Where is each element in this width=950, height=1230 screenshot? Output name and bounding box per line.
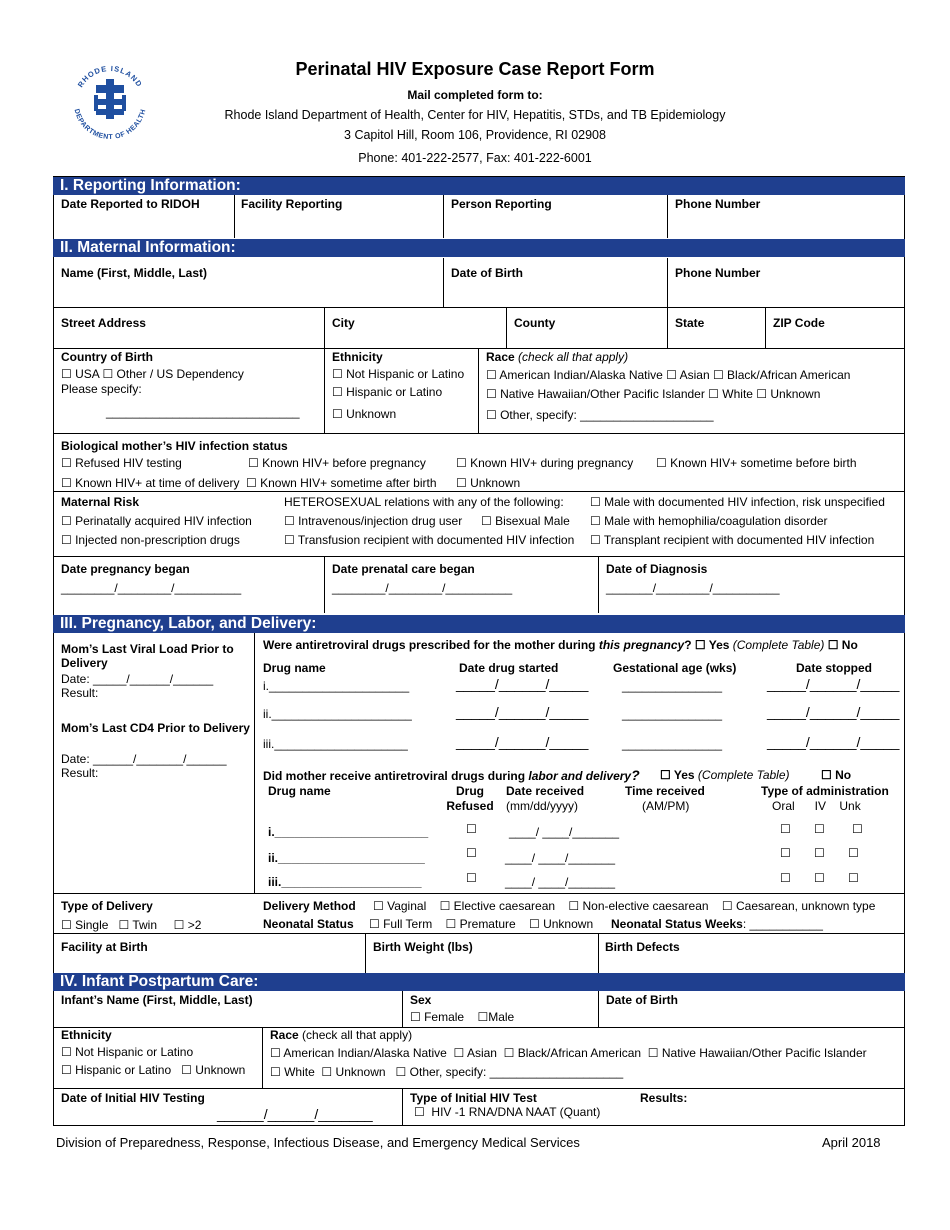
preg-stop-2[interactable]: _____/______/_____ xyxy=(767,704,900,720)
labor-unk-3[interactable]: ☐ xyxy=(848,871,859,885)
label-person-reporting: Person Reporting xyxy=(451,197,552,211)
bio-before-pregnancy[interactable]: ☐ Known HIV+ before pregnancy xyxy=(248,456,426,470)
label-facility-at-birth: Facility at Birth xyxy=(61,940,148,954)
preg-start-2[interactable]: _____/______/_____ xyxy=(456,704,589,720)
label-neonatal-status: Neonatal Status xyxy=(263,917,354,931)
col2-admin-types: Oral IV Unk xyxy=(772,799,861,813)
section-2-header: II. Maternal Information: xyxy=(53,239,905,257)
bio-unknown[interactable]: ☐ Unknown xyxy=(456,476,521,490)
risk-perinatal[interactable]: ☐ Perinatally acquired HIV infection xyxy=(61,514,252,528)
svg-text:RHODE ISLAND: RHODE ISLAND xyxy=(75,63,145,90)
col-date-started: Date drug started xyxy=(459,661,559,675)
eth-not-hispanic[interactable]: ☐ Not Hispanic or Latino xyxy=(332,367,465,381)
label-viral-load: Mom’s Last Viral Load Prior to Delivery xyxy=(61,642,234,670)
labor-iv-2[interactable]: ☐ xyxy=(814,846,825,860)
col-drug-name: Drug name xyxy=(263,661,326,675)
preg-start-1[interactable]: _____/______/_____ xyxy=(456,676,589,692)
labor-drug-row-3[interactable]: iii._____________________ xyxy=(268,875,422,889)
label-street-address: Street Address xyxy=(61,316,146,330)
labor-refused-1[interactable]: ☐ xyxy=(466,822,477,836)
race-line-2[interactable]: ☐ Native Hawaiian/Other Pacific Islander ☐ White ☐ Unknown xyxy=(486,387,821,401)
col2-drug-name: Drug name xyxy=(268,784,331,798)
label-infant-name: Infant’s Name (First, Middle, Last) xyxy=(61,993,253,1007)
labor-yes[interactable]: ☐ Yes (Complete Table) xyxy=(660,768,790,782)
col2-type-admin: Type of administration xyxy=(761,784,889,798)
preg-stop-3[interactable]: _____/______/_____ xyxy=(767,734,900,750)
address-line-1: Rhode Island Department of Health, Center for HIV, Hepatitis, STDs, and TB Epidemiology xyxy=(224,108,726,122)
eth-hispanic[interactable]: ☐ Hispanic or Latino xyxy=(332,385,443,399)
risk-bisexual[interactable]: ☐ Bisexual Male xyxy=(481,514,570,528)
diagnosis-date-field[interactable]: _______/________/__________ xyxy=(606,581,780,595)
infant-race-note: (check all that apply) xyxy=(298,1028,413,1042)
label-prenatal-began: Date prenatal care began xyxy=(332,562,475,576)
risk-heterosexual: HETEROSEXUAL relations with any of the following: xyxy=(284,495,564,509)
race-note: (check all that apply) xyxy=(518,350,629,364)
preg-stop-1[interactable]: _____/______/_____ xyxy=(767,676,900,692)
question-arv-labor: Did mother receive antiretroviral drugs during labor and delivery? xyxy=(263,767,640,783)
labor-recv-1[interactable]: ____/ ____/_______ xyxy=(509,825,620,839)
label-phone-number: Phone Number xyxy=(675,197,761,211)
please-specify: Please specify: xyxy=(61,382,142,396)
footer-division: Division of Preparedness, Response, Infectious Disease, and Emergency Medical Services xyxy=(56,1135,580,1150)
labor-recv-2[interactable]: ____/ ____/_______ xyxy=(505,851,616,865)
label-zip: ZIP Code xyxy=(773,316,825,330)
section-1-header: I. Reporting Information: xyxy=(53,177,905,195)
footer-date: April 2018 xyxy=(822,1135,881,1150)
preg-gest-1[interactable]: _______________ xyxy=(622,679,723,693)
risk-idu[interactable]: ☐ Intravenous/injection drug user xyxy=(284,514,463,528)
labor-drug-row-2[interactable]: ii.______________________ xyxy=(268,851,425,865)
race-line-1[interactable]: ☐ American Indian/Alaska Native ☐ Asian ☐ Black/African American xyxy=(486,368,851,382)
preg-drug-row-1[interactable]: i._____________________ xyxy=(263,679,410,693)
label-facility-reporting: Facility Reporting xyxy=(241,197,343,211)
cd4-result[interactable]: Result: xyxy=(61,766,99,780)
label-race: Race xyxy=(486,350,515,364)
delivery-method-options[interactable]: ☐ Vaginal ☐ Elective caesarean ☐ Non-elective caesarean ☐ Caesarean, unknown type xyxy=(373,899,876,913)
label-delivery-method: Delivery Method xyxy=(263,899,356,913)
labor-oral-3[interactable]: ☐ xyxy=(780,871,791,885)
label-infant-race: Race xyxy=(270,1028,299,1042)
preg-start-3[interactable]: _____/______/_____ xyxy=(456,734,589,750)
labor-no[interactable]: ☐ No xyxy=(821,768,852,782)
label-bio-mother-status: Biological mother’s HIV infection status xyxy=(61,439,288,453)
labor-unk-2[interactable]: ☐ xyxy=(848,846,859,860)
section-3-header: III. Pregnancy, Labor, and Delivery: xyxy=(53,615,905,633)
labor-iv-1[interactable]: ☐ xyxy=(814,822,825,836)
bio-before-birth[interactable]: ☐ Known HIV+ sometime before birth xyxy=(656,456,857,470)
initial-hiv-date-field[interactable]: ______/______/_______ xyxy=(217,1106,373,1122)
phone-fax: Phone: 401-222-2577, Fax: 401-222-6001 xyxy=(358,151,592,165)
bio-at-delivery[interactable]: ☐ Known HIV+ at time of delivery xyxy=(61,476,240,490)
label-infant-sex: Sex xyxy=(410,993,432,1007)
labor-oral-1[interactable]: ☐ xyxy=(780,822,791,836)
label-results: Results: xyxy=(640,1091,688,1105)
prenatal-began-field[interactable]: ________/________/__________ xyxy=(332,581,513,595)
labor-iv-3[interactable]: ☐ xyxy=(814,871,825,885)
col-gestational-age: Gestational age (wks) xyxy=(613,661,737,675)
svg-text:DEPARTMENT OF HEALTH: DEPARTMENT OF HEALTH xyxy=(72,108,148,142)
infant-eth-hisp[interactable]: ☐ Hispanic or Latino ☐ Unknown xyxy=(61,1063,246,1077)
label-date-reported: Date Reported to RIDOH xyxy=(61,197,200,211)
label-birth-weight: Birth Weight (lbs) xyxy=(373,940,473,954)
label-infant-dob: Date of Birth xyxy=(606,993,678,1007)
labor-refused-2[interactable]: ☐ xyxy=(466,846,477,860)
delivery-type-options[interactable]: ☐ Single ☐ Twin ☐ >2 xyxy=(61,918,202,932)
label-county: County xyxy=(514,316,556,330)
label-maternal-risk: Maternal Risk xyxy=(61,495,140,509)
neonatal-weeks[interactable]: Neonatal Status Weeks: ___________ xyxy=(611,917,823,931)
infant-race-line-1[interactable]: ☐ American Indian/Alaska Native ☐ Asian ☐ Black/African American ☐ Native Hawaiian/Other Pacific Islander xyxy=(270,1046,867,1060)
label-country-of-birth: Country of Birth xyxy=(61,350,153,364)
form-title: Perinatal HIV Exposure Case Report Form xyxy=(295,59,655,79)
label-maternal-phone: Phone Number xyxy=(675,266,761,280)
col2-am-pm: (AM/PM) xyxy=(642,799,690,813)
col2-time-received: Time received xyxy=(625,784,705,798)
bio-during-pregnancy[interactable]: ☐ Known HIV+ during pregnancy xyxy=(456,456,634,470)
label-diagnosis-date: Date of Diagnosis xyxy=(606,562,708,576)
col2-date-received: Date received xyxy=(506,784,585,798)
risk-male-documented[interactable]: ☐ Male with documented HIV infection, risk unspecified xyxy=(590,495,885,509)
preg-drug-row-3[interactable]: iii.____________________ xyxy=(263,737,408,751)
labor-oral-2[interactable]: ☐ xyxy=(780,846,791,860)
label-birth-defects: Birth Defects xyxy=(605,940,680,954)
pregnancy-began-field[interactable]: ________/________/__________ xyxy=(61,581,242,595)
col2-date-format: (mm/dd/yyyy) xyxy=(506,799,578,813)
risk-injected[interactable]: ☐ Injected non-prescription drugs xyxy=(61,533,240,547)
col-date-stopped: Date stopped xyxy=(796,661,873,675)
label-initial-hiv-type: Type of Initial HIV Test xyxy=(410,1091,537,1105)
preg-gest-2[interactable]: _______________ xyxy=(622,707,723,721)
labor-recv-3[interactable]: ____/ ____/_______ xyxy=(505,875,616,889)
label-infant-ethnicity: Ethnicity xyxy=(61,1028,112,1042)
risk-hemophilia[interactable]: ☐ Male with hemophilia/coagulation disorder xyxy=(590,514,828,528)
country-specify-line[interactable]: _____________________________ xyxy=(106,405,300,419)
bio-refused[interactable]: ☐ Refused HIV testing xyxy=(61,456,182,470)
address-line-2: 3 Capitol Hill, Room 106, Providence, RI 02908 xyxy=(344,128,606,142)
infant-race-line-2[interactable]: ☐ White ☐ Unknown ☐ Other, specify: ____________________ xyxy=(270,1065,624,1079)
infant-eth-not[interactable]: ☐ Not Hispanic or Latino xyxy=(61,1045,194,1059)
label-state: State xyxy=(675,316,705,330)
label-maternal-name: Name (First, Middle, Last) xyxy=(61,266,208,280)
mail-label: Mail completed form to: xyxy=(407,88,543,102)
viral-load-result[interactable]: Result: xyxy=(61,686,99,700)
preg-gest-3[interactable]: _______________ xyxy=(622,737,723,751)
label-cd4: Mom’s Last CD4 Prior to Delivery xyxy=(61,721,250,735)
infant-sex-options[interactable]: ☐ Female ☐Male xyxy=(410,1010,515,1024)
question-arv-pregnancy: Were antiretroviral drugs prescribed for the mother during this pregnancy? ☐ Yes (Complete Table) ☐ No xyxy=(263,638,858,652)
section-4-header: IV. Infant Postpartum Care: xyxy=(53,973,905,991)
labor-refused-3[interactable]: ☐ xyxy=(466,871,477,885)
label-type-of-delivery: Type of Delivery xyxy=(61,899,153,913)
hiv-type-naat[interactable]: ☐ HIV -1 RNA/DNA NAAT (Quant) xyxy=(414,1105,601,1119)
risk-transplant[interactable]: ☐ Transplant recipient with documented HIV infection xyxy=(590,533,875,547)
neonatal-status-options[interactable]: ☐ Full Term ☐ Premature ☐ Unknown xyxy=(369,917,594,931)
preg-drug-row-2[interactable]: ii._____________________ xyxy=(263,707,412,721)
col2-drug-refused: Drug Refused xyxy=(446,784,494,813)
eth-unknown[interactable]: ☐ Unknown xyxy=(332,407,397,421)
race-line-3[interactable]: ☐ Other, specify: ____________________ xyxy=(486,408,714,422)
labor-unk-1[interactable]: ☐ xyxy=(852,822,863,836)
country-options[interactable]: ☐ USA ☐ Other / US Dependency xyxy=(61,367,244,381)
label-ethnicity: Ethnicity xyxy=(332,350,383,364)
risk-transfusion[interactable]: ☐ Transfusion recipient with documented HIV infection xyxy=(284,533,575,547)
label-initial-hiv-testing: Date of Initial HIV Testing xyxy=(61,1091,205,1105)
viral-load-date[interactable]: Date: _____/______/______ xyxy=(61,672,214,686)
label-pregnancy-began: Date pregnancy began xyxy=(61,562,190,576)
cd4-date[interactable]: Date: ______/_______/______ xyxy=(61,752,227,766)
bio-after-birth[interactable]: ☐ Known HIV+ sometime after birth xyxy=(246,476,437,490)
labor-drug-row-1[interactable]: i._______________________ xyxy=(268,825,429,839)
label-city: City xyxy=(332,316,355,330)
label-maternal-dob: Date of Birth xyxy=(451,266,523,280)
